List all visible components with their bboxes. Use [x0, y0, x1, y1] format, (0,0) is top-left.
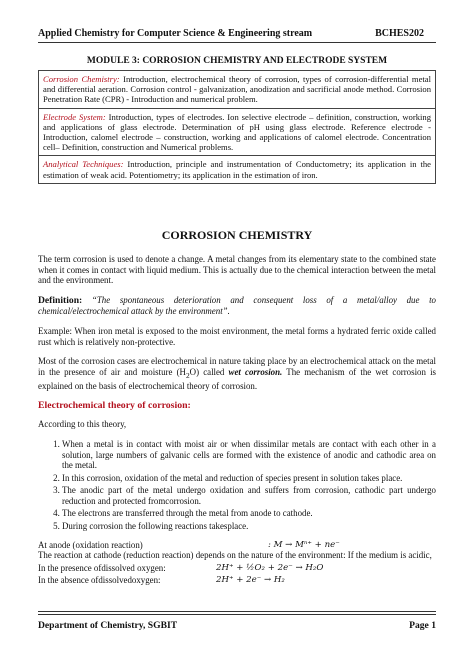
- syllabus-box-electrode: [38, 108, 436, 157]
- absence-oxygen-row: [38, 575, 436, 586]
- theory-heading: Electrochemical theory of corrosion:: [38, 399, 191, 411]
- syllabus-text: Introduction, principle and instrumentation of Conductometry; its application in the estimation of weak acid. Potentiometry; its application in the estimation of iron.: [43, 159, 431, 180]
- definition-label: Definition:: [38, 294, 83, 306]
- presence-oxygen-row: [38, 563, 436, 574]
- syllabus-keyword: Electrode System:: [43, 111, 106, 122]
- presence-label: In the presence ofdissolved oxygen:: [38, 562, 166, 573]
- anode-equation: : M → Mⁿ⁺ + ne⁻: [268, 539, 340, 550]
- anode-label: At anode (oxidation reaction): [38, 539, 143, 550]
- syllabus-box-corrosion: [38, 70, 436, 109]
- absence-label: In the absence ofdissolvedoxygen:: [38, 575, 161, 586]
- page-footer: [38, 611, 436, 631]
- document-body: [38, 254, 436, 586]
- footer-department: Department of Chemistry, SGBIT: [38, 620, 178, 631]
- footer-rule: [38, 614, 436, 615]
- list-item: 2. In this corrosion, oxidation of the metal and reduction of species present in solution takes place.: [62, 473, 436, 484]
- syllabus-keyword: Corrosion Chemistry:: [43, 74, 120, 84]
- header-course-code: BCHES202: [375, 28, 424, 39]
- syllabus-box-analytical: [38, 155, 436, 183]
- section-title: CORROSION CHEMISTRY: [161, 228, 313, 242]
- electro-subscript: 2: [185, 370, 190, 380]
- list-item: 3. The anodic part of the metal undergo oxidation and suffers from corrosion, cathodic part undergo reduction and protected fromcorrosion.: [62, 485, 436, 506]
- absence-equation: 2H⁺ + 2e⁻ → H₂: [216, 575, 285, 586]
- syllabus-text: Introduction, electrochemical theory of corrosion, types of corrosion-differential metal and differential aeration. Corrosion control - galvanization, anodization and sacrificial anode method. Corrosion Penetration Rate (CPR) - Introduction and numerical problem.: [43, 74, 432, 105]
- electro-text-after: The mechanism of the wet corrosion is explained on the basis of electrochemical theory of corrosion.: [38, 366, 436, 392]
- definition-text: “The spontaneous deterioration and consequent loss of a metal/alloy due to chemical/electrochemical attack by the environment”.: [38, 294, 436, 317]
- syllabus-text: Introduction, types of electrodes. Ion selective electrode – definition, construction, working and applications of glass electrode. Determination of pH using glass electrode. Reference electrode - Introduction, calomel electrode – construction, working and applications of calomel electrode. Concentration cell– Definition, construction and Numerical problems.: [43, 111, 431, 153]
- theory-list: [38, 439, 436, 532]
- electro-text-before: Most of the corrosion cases are electrochemical in nature taking place by an electrochemical attack on the metal in the presence of air and moisture (H: [38, 356, 436, 377]
- page-header: [38, 28, 436, 43]
- intro-paragraph: The term corrosion is used to denote a change. A metal changes from its elementary state to the combined state when it comes in contact with liquid medium. This is actually due to the chemical interaction between the metal and the environment.: [38, 254, 436, 286]
- list-item: 1. When a metal is in contact with moist air or when dissimilar metals are contact with each other in a solution, large numbers of galvanic cells are formed with the existence of anodic and cathodic area on the metal.: [62, 439, 436, 471]
- electro-text-middle: O) called: [189, 366, 229, 377]
- theory-intro: According to this theory,: [38, 419, 127, 430]
- module-title: MODULE 3: CORROSION CHEMISTRY AND ELECTRODE SYSTEM: [86, 56, 388, 66]
- electrochemical-paragraph: [38, 356, 436, 392]
- list-item: 4. The electrons are transferred through the metal from anode to cathode.: [62, 508, 436, 519]
- definition-paragraph: [38, 295, 436, 317]
- header-course-title: Applied Chemistry for Computer Science & Engineering stream: [38, 28, 313, 39]
- cathode-paragraph: The reaction at cathode (reduction reaction) depends on the nature of the environment: If the medium is acidic,: [38, 550, 432, 561]
- footer-page-number: Page 1: [409, 620, 436, 631]
- syllabus-boxes: [38, 70, 436, 183]
- syllabus-keyword: Analytical Techniques:: [43, 159, 124, 170]
- list-item: 5. During corrosion the following reactions takesplace.: [62, 521, 436, 532]
- example-paragraph: Example: When iron metal is exposed to the moist environment, the metal forms a hydrated ferric oxide called rust which is relatively non-protective.: [38, 325, 436, 347]
- anode-reaction-row: [38, 540, 436, 551]
- presence-equation: 2H⁺ + ½O₂ + 2e⁻ → H₂O: [216, 562, 324, 573]
- wet-corrosion-term: wet corrosion.: [228, 366, 283, 377]
